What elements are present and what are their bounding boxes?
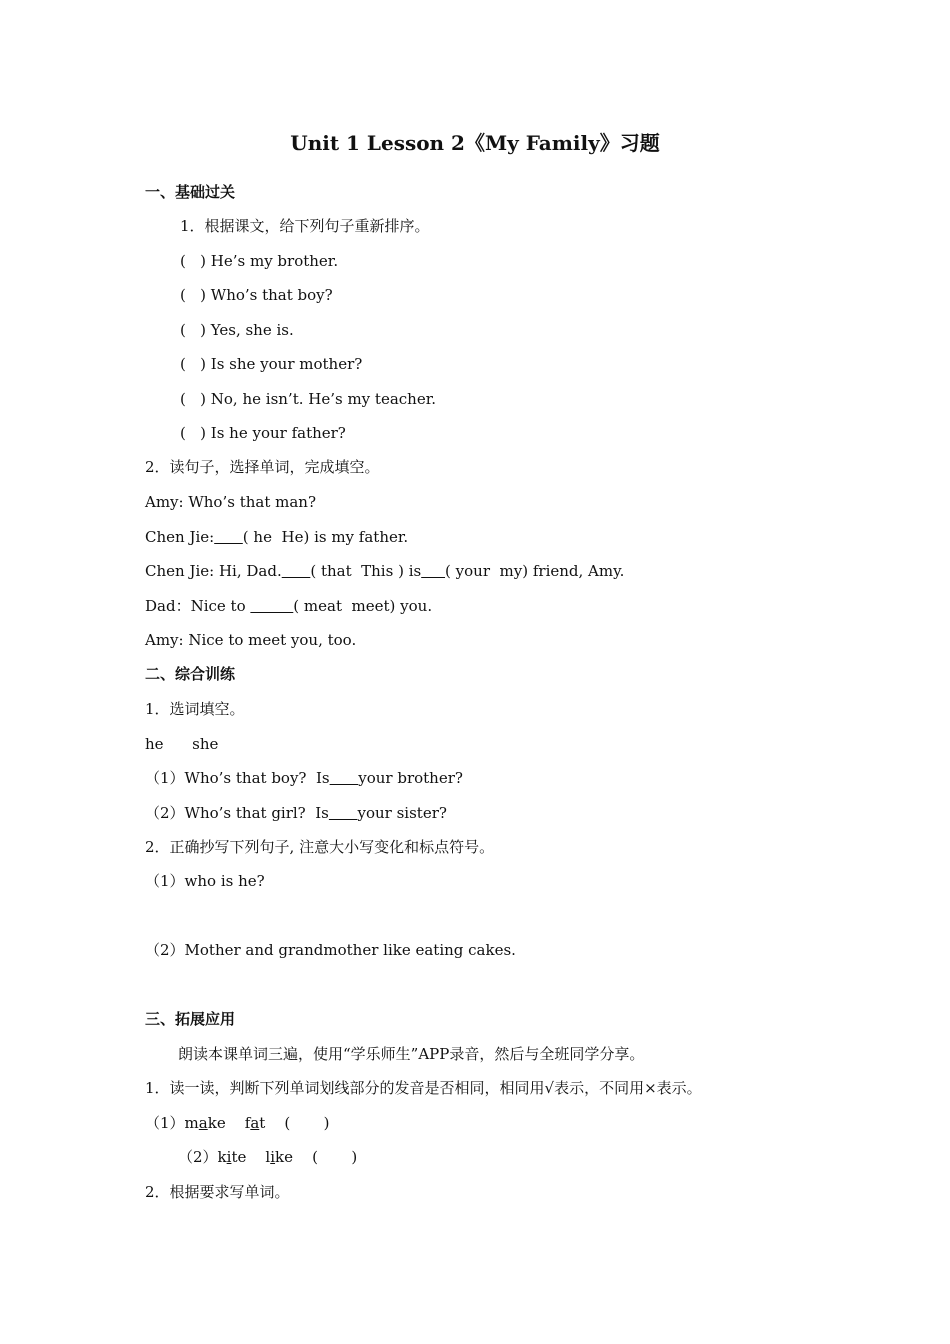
fill-item-1: （1）Who’s that boy? Is your brother? bbox=[145, 769, 463, 787]
fill-item-2: （2）Who’s that girl? Is your sister? bbox=[145, 804, 447, 822]
order-item-5: ( ) No, he isn’t. He’s my teacher. bbox=[180, 390, 436, 408]
dialogue-line-2: Chen Jie: ( he He) is my father. bbox=[145, 528, 409, 546]
order-item-2: ( ) Who’s that boy? bbox=[180, 286, 333, 304]
s3-intro: 朗读本课单词三遍，使用“学乐师生”APP录音，然后与全班同学分享。 bbox=[178, 1045, 645, 1063]
word-bank: he she bbox=[145, 735, 219, 753]
order-item-6: ( ) Is he your father? bbox=[180, 424, 346, 442]
order-item-4: ( ) Is she your mother? bbox=[180, 355, 363, 373]
order-item-1: ( ) He’s my brother. bbox=[180, 252, 339, 270]
s2-question-2: 2．正确抄写下列句子, 注意大小写变化和标点符号。 bbox=[145, 838, 495, 856]
section-2-heading: 二、综合训练 bbox=[145, 665, 236, 683]
fill-blank bbox=[214, 528, 243, 546]
section-1-heading: 一、基础过关 bbox=[145, 183, 236, 201]
fill-blank bbox=[330, 769, 359, 787]
page-title: Unit 1 Lesson 2《My Family》习题 bbox=[290, 131, 660, 155]
dialogue-line-5: Amy: Nice to meet you, too. bbox=[145, 631, 357, 649]
fill-blank bbox=[282, 562, 311, 580]
dialogue-line-3: Chen Jie: Hi, Dad. ( that This ) is ( your my) friend, Amy. bbox=[145, 562, 625, 580]
dialogue-line-4: Dad：Nice to ( meat meet) you. bbox=[145, 597, 433, 615]
phonics-item-1: （1）make fat ( ) bbox=[145, 1114, 330, 1132]
section-3-heading: 三、拓展应用 bbox=[145, 1010, 236, 1028]
fill-blank bbox=[329, 804, 358, 822]
fill-blank bbox=[250, 597, 293, 615]
order-item-3: ( ) Yes, she is. bbox=[180, 321, 294, 339]
s1-question-1: 1．根据课文，给下列句子重新排序。 bbox=[180, 217, 430, 235]
dialogue-line-1: Amy: Who’s that man? bbox=[145, 493, 316, 511]
fill-blank bbox=[421, 562, 445, 580]
s2-question-1: 1．选词填空。 bbox=[145, 700, 245, 718]
s3-question-1: 1．读一读，判断下列单词划线部分的发音是否相同，相同用√表示，不同用×表示。 bbox=[145, 1079, 702, 1097]
s1-question-2: 2．读句子，选择单词，完成填空。 bbox=[145, 458, 380, 476]
s3-question-2: 2．根据要求写单词。 bbox=[145, 1183, 290, 1201]
copy-item-2: （2）Mother and grandmother like eating cakes. bbox=[145, 941, 516, 959]
copy-item-1: （1）who is he? bbox=[145, 872, 265, 890]
phonics-item-2: （2）kite like ( ) bbox=[178, 1148, 358, 1166]
